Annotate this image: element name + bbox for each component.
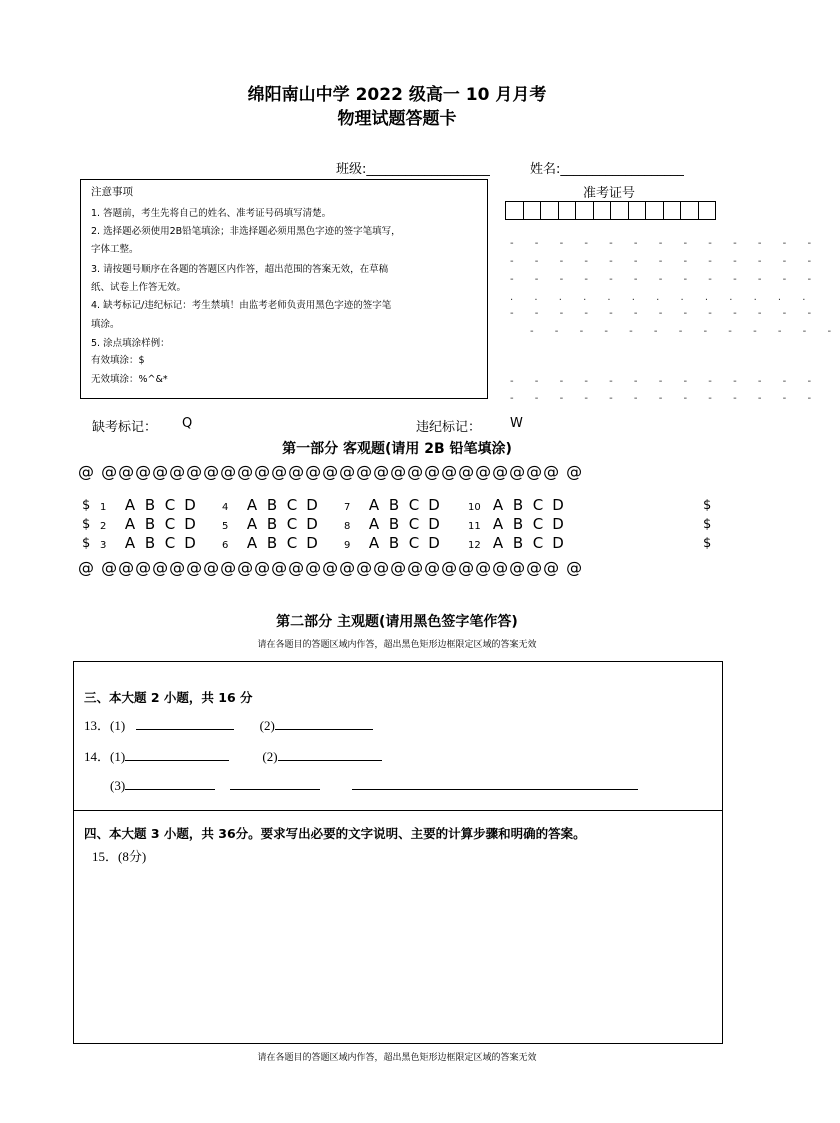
- question-row[interactable]: [100, 496, 200, 514]
- q15-label: 15．(8分): [92, 849, 147, 864]
- option-c[interactable]: C: [408, 496, 420, 514]
- notice-line: 5. 涂点填涂样例：: [91, 338, 170, 349]
- footer-note: 请在各题目的答题区域内作答，超出黑色矩形边框限定区域的答案无效: [257, 1053, 537, 1063]
- option-b[interactable]: B: [266, 515, 278, 533]
- timing-mark: $: [82, 517, 91, 532]
- option-d[interactable]: D: [306, 496, 318, 514]
- id-bubble-row[interactable]: - - - - - - - - - - - - -: [510, 308, 821, 319]
- id-digit-cell[interactable]: [505, 201, 524, 220]
- option-c[interactable]: C: [286, 496, 298, 514]
- id-digit-cell[interactable]: [663, 201, 682, 220]
- q13-part-2-label: (2): [259, 718, 275, 733]
- notice-line: 3. 请按题号顺序在各题的答题区内作答，超出范围的答案无效，在草稿: [91, 264, 389, 275]
- question-row[interactable]: [100, 534, 200, 552]
- q15-answer-area[interactable]: [80, 866, 716, 1038]
- part2-title: 第二部分 主观题(请用黑色签字笔作答): [276, 614, 518, 630]
- option-a[interactable]: A: [368, 534, 380, 552]
- option-d[interactable]: D: [306, 515, 318, 533]
- part2-note: 请在各题目的答题区域内作答，超出黑色矩形边框限定区域的答案无效: [257, 640, 537, 650]
- id-bubble-row[interactable]: - - - - - - - - - - - - -: [510, 393, 821, 404]
- question-number: 9: [344, 540, 351, 551]
- q13-blank-1[interactable]: [136, 717, 234, 730]
- option-a[interactable]: A: [124, 515, 136, 533]
- option-d[interactable]: D: [428, 515, 440, 533]
- question-row[interactable]: [100, 515, 200, 533]
- option-b[interactable]: B: [512, 515, 524, 533]
- option-a[interactable]: A: [246, 534, 258, 552]
- id-digit-cell[interactable]: [593, 201, 612, 220]
- part1-title: 第一部分 客观题(请用 2B 铅笔填涂): [282, 441, 512, 457]
- question-number: 7: [344, 502, 351, 513]
- option-d[interactable]: D: [552, 534, 564, 552]
- notice-line: 纸、试卷上作答无效。: [91, 282, 187, 293]
- question-row[interactable]: [222, 496, 322, 514]
- option-d[interactable]: D: [552, 515, 564, 533]
- option-d[interactable]: D: [184, 515, 196, 533]
- option-a[interactable]: A: [492, 515, 504, 533]
- timing-mark: $: [703, 536, 712, 551]
- section-divider: [73, 810, 723, 811]
- q13-row: [84, 715, 373, 734]
- notice-line: 无效填涂：%^&*: [91, 374, 168, 385]
- id-digit-cell[interactable]: [628, 201, 647, 220]
- option-c[interactable]: C: [286, 515, 298, 533]
- question-row[interactable]: [468, 534, 568, 552]
- timing-mark-row: @ @@@@@@@@@@@@@@@@@@@@@@@@@@@ @: [78, 462, 584, 481]
- section3-heading: 三、本大题 2 小题，共 16 分: [84, 690, 253, 705]
- question-number: 3: [100, 540, 107, 551]
- option-c[interactable]: C: [532, 534, 544, 552]
- option-b[interactable]: B: [144, 515, 156, 533]
- notice-line: 字体工整。: [91, 244, 139, 255]
- notice-line: 4. 缺考标记/违纪标记：考生禁填！由监考老师负责用黑色字迹的签字笔: [91, 300, 392, 311]
- q14-blank-3[interactable]: [125, 777, 215, 790]
- violation-mark[interactable]: W: [510, 416, 523, 431]
- question-row[interactable]: [222, 534, 322, 552]
- question-number: 4: [222, 502, 229, 513]
- question-number: 5: [222, 521, 229, 532]
- id-digit-cell[interactable]: [523, 201, 542, 220]
- absent-mark[interactable]: Q: [182, 416, 193, 431]
- q14-blank-4[interactable]: [230, 777, 320, 790]
- id-bubble-row[interactable]: - - - - - - - - - - - - -: [510, 376, 821, 387]
- option-b[interactable]: B: [512, 534, 524, 552]
- option-d[interactable]: D: [428, 496, 440, 514]
- question-row[interactable]: [344, 496, 444, 514]
- option-b[interactable]: B: [144, 496, 156, 514]
- id-digit-cell[interactable]: [680, 201, 699, 220]
- id-bubble-row[interactable]: - - - - - - - - - - - - -: [530, 326, 840, 337]
- exam-id-boxes[interactable]: [505, 201, 715, 220]
- option-a[interactable]: A: [492, 496, 504, 514]
- id-bubble-row[interactable]: . . . . . . . . . . . . .: [510, 292, 815, 303]
- name-field[interactable]: 姓名:___________________: [530, 162, 684, 177]
- class-field[interactable]: 班级:___________________: [336, 162, 490, 177]
- id-digit-cell[interactable]: [540, 201, 559, 220]
- option-b[interactable]: B: [388, 515, 400, 533]
- option-a[interactable]: A: [124, 496, 136, 514]
- exam-id-label: 准考证号: [583, 186, 636, 201]
- question-row[interactable]: [222, 515, 322, 533]
- option-d[interactable]: D: [184, 496, 196, 514]
- option-b[interactable]: B: [388, 496, 400, 514]
- q14-label: 14．(1): [84, 749, 126, 764]
- option-a[interactable]: A: [368, 515, 380, 533]
- timing-mark-row: @ @@@@@@@@@@@@@@@@@@@@@@@@@@@ @: [78, 558, 584, 577]
- option-c[interactable]: C: [164, 515, 176, 533]
- option-d[interactable]: D: [306, 534, 318, 552]
- question-number: 6: [222, 540, 229, 551]
- q14-part-2-label: (2): [262, 749, 278, 764]
- option-b[interactable]: B: [266, 534, 278, 552]
- question-row[interactable]: [344, 515, 444, 533]
- option-c[interactable]: C: [164, 496, 176, 514]
- id-digit-cell[interactable]: [610, 201, 629, 220]
- option-c[interactable]: C: [408, 534, 420, 552]
- option-d[interactable]: D: [428, 534, 440, 552]
- violation-label: 违纪标记：: [416, 420, 482, 435]
- notice-line: 2. 选择题必须使用2B铅笔填涂；非选择题必须用黑色字迹的签字笔填写，: [91, 226, 401, 237]
- question-row[interactable]: [344, 534, 444, 552]
- id-bubble-row[interactable]: - - - - - - - - - - - - -: [510, 256, 821, 267]
- option-c[interactable]: C: [164, 534, 176, 552]
- option-c[interactable]: C: [408, 515, 420, 533]
- id-bubble-row[interactable]: - - - - - - - - - - - - -: [510, 238, 821, 249]
- option-c[interactable]: C: [286, 534, 298, 552]
- question-number: 12: [468, 540, 481, 551]
- option-c[interactable]: C: [532, 515, 544, 533]
- id-digit-cell[interactable]: [645, 201, 664, 220]
- absent-label: 缺考标记：: [92, 420, 158, 435]
- option-a[interactable]: A: [492, 534, 504, 552]
- exam-subtitle: 物理试题答题卡: [337, 109, 457, 129]
- option-d[interactable]: D: [184, 534, 196, 552]
- option-b[interactable]: B: [266, 496, 278, 514]
- q14-row-3: [110, 777, 638, 794]
- timing-mark: $: [703, 517, 712, 532]
- question-row[interactable]: [468, 515, 568, 533]
- question-number: 2: [100, 521, 107, 532]
- id-digit-cell[interactable]: [558, 201, 577, 220]
- question-number: 11: [468, 521, 481, 532]
- notice-box: [80, 179, 488, 399]
- q14-blank-1[interactable]: [125, 748, 229, 761]
- question-row[interactable]: [468, 496, 568, 514]
- q14-blank-2[interactable]: [278, 748, 382, 761]
- id-digit-cell[interactable]: [698, 201, 717, 220]
- q13-label: 13．(1): [84, 718, 126, 733]
- option-b[interactable]: B: [144, 534, 156, 552]
- option-d[interactable]: D: [552, 496, 564, 514]
- timing-mark: $: [703, 498, 712, 513]
- option-b[interactable]: B: [512, 496, 524, 514]
- q14-blank-5[interactable]: [352, 777, 638, 790]
- q13-blank-2[interactable]: [275, 717, 373, 730]
- timing-mark: $: [82, 536, 91, 551]
- id-bubble-row[interactable]: - - - - - - - - - - - - -: [510, 274, 821, 285]
- option-a[interactable]: A: [124, 534, 136, 552]
- option-b[interactable]: B: [388, 534, 400, 552]
- notice-heading: 注意事项: [91, 186, 133, 198]
- exam-title: 绵阳南山中学 2022 级高一 10 月月考: [247, 85, 547, 105]
- question-number: 8: [344, 521, 351, 532]
- question-number: 10: [468, 502, 481, 513]
- option-a[interactable]: A: [246, 515, 258, 533]
- q14-part-3-label: (3): [110, 778, 126, 793]
- id-digit-cell[interactable]: [575, 201, 594, 220]
- question-number: 1: [100, 502, 107, 513]
- notice-line: 1. 答题前，考生先将自己的姓名、准考证号码填写清楚。: [91, 208, 332, 219]
- q14-row: [84, 746, 382, 765]
- option-a[interactable]: A: [368, 496, 380, 514]
- section4-heading: 四、本大题 3 小题，共 36分。要求写出必要的文字说明、主要的计算步骤和明确的答案。: [84, 826, 586, 841]
- option-c[interactable]: C: [532, 496, 544, 514]
- notice-line: 有效填涂：$: [91, 355, 145, 366]
- timing-mark: $: [82, 498, 91, 513]
- notice-line: 填涂。: [91, 319, 120, 330]
- option-a[interactable]: A: [246, 496, 258, 514]
